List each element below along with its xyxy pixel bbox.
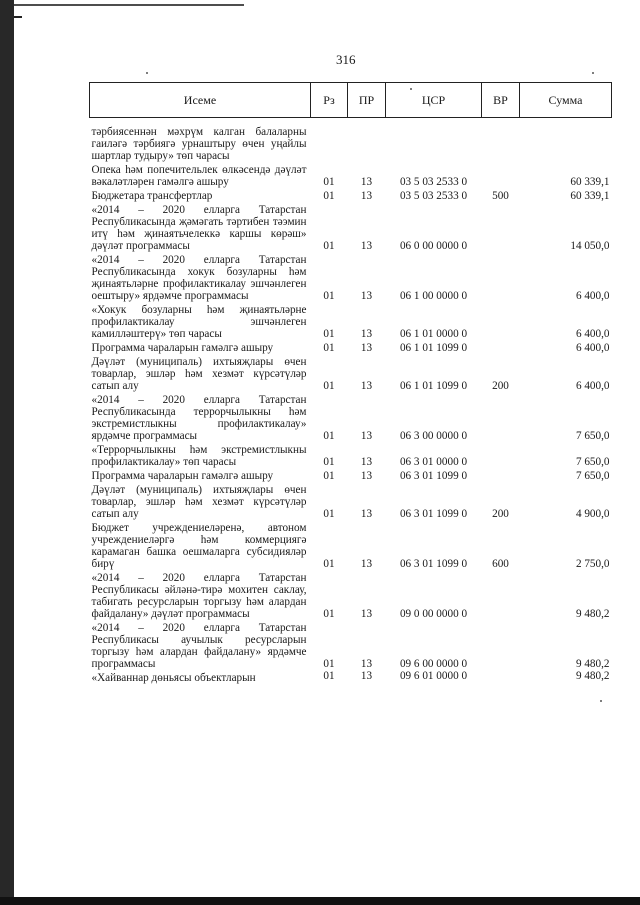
row-vr: 600 [492,558,509,570]
row-name: Опека һәм попечительлек өлкәсендә дәүләт вәкаләтләрен гамәлгә ашыру [91,164,307,188]
row-pr: 13 [360,380,373,392]
table-row [90,354,612,392]
row-sum: 60 339,1 [570,190,610,202]
row-sum: 9 480,2 [575,658,610,670]
row-name: «2014 – 2020 елларга Татарстан Республикасы аучылык ресурсларын торгызу һәм алардан файдалану» ярдәмче программасы [91,622,307,670]
row-csr: 06 3 01 1099 0 [399,508,468,520]
row-csr: 06 0 00 0000 0 [399,240,468,252]
row-pr: 13 [360,658,373,670]
column-header-rz: Рз [311,83,348,118]
row-rz: 01 [323,508,335,520]
row-rz: 01 [323,670,335,682]
row-pr: 13 [360,430,373,442]
row-rz: 01 [323,558,335,570]
row-name: Дәүләт (муниципаль) ихтыяҗлары өчен товарлар, эшләр һәм хезмәт күрсәтүләр сатып алу [91,356,307,392]
row-rz [311,118,348,163]
table-row [90,340,612,354]
row-sum [520,118,612,163]
row-sum: 7 650,0 [575,456,610,468]
row-pr: 13 [360,342,373,354]
row-pr [348,118,386,163]
row-vr [482,202,520,252]
row-vr [482,162,520,188]
row-name: «Хайваннар дөньясы объектларын [91,672,256,684]
row-rz: 01 [323,290,335,302]
row-csr: 03 5 03 2533 0 [399,176,468,188]
row-sum: 6 400,0 [575,380,610,392]
table-row [90,620,612,670]
table-row [90,468,612,482]
row-rz: 01 [323,456,335,468]
row-vr: 200 [492,508,509,520]
row-name: «Хокук бозуларны һәм җинаятьләрне профилактикалау эшчәнлеген камилләштерү» төп чарасы [91,304,307,340]
row-sum: 14 050,0 [570,240,610,252]
row-rz: 01 [323,328,335,340]
table-row [90,570,612,620]
row-pr: 13 [360,470,373,482]
table-row [90,442,612,468]
row-csr: 06 3 01 1099 0 [399,470,468,482]
row-pr: 13 [360,240,373,252]
table-row [90,202,612,252]
row-name: «2014 – 2020 елларга Татарстан Республикасында террорчылыкны һәм экстремистлыкны профилактикалау» ярдәмче программасы [91,394,307,442]
row-rz: 01 [323,608,335,620]
table-row [90,302,612,340]
table-row [90,520,612,570]
row-csr: 06 3 00 0000 0 [399,430,468,442]
row-rz: 01 [323,342,335,354]
scan-speck [600,700,602,702]
row-name: тәрбиясеннән мәхрүм калган балаларны гаиләгә тәрбиягә урнаштыру өчен уңайлы шартлар тудыру» төп чарасы [91,126,307,162]
row-pr: 13 [360,456,373,468]
row-csr: 09 6 00 0000 0 [399,658,468,670]
row-name: «Террорчылыкны һәм экстремистлыкны профилактикалау» төп чарасы [91,444,307,468]
row-name: «2014 – 2020 елларга Татарстан Республикасында хокук бозуларны һәм җинаятьләрне профилактикалау эшчәнлеген оештыру» ярдәмче программасы [91,254,307,302]
row-sum: 7 650,0 [575,470,610,482]
row-csr: 09 6 01 0000 0 [399,670,468,682]
row-pr: 13 [360,176,373,188]
row-pr: 13 [360,558,373,570]
row-name: «2014 – 2020 елларга Татарстан Республикасы әйләнә-тирә мохитен саклау, табигать ресурсларын торгызу һәм алардан файдалану» дәүләт программасы [91,572,307,620]
row-vr [482,468,520,482]
row-sum: 9 480,2 [575,670,610,682]
scan-artifact-top [14,4,244,6]
row-vr [482,392,520,442]
row-sum: 6 400,0 [575,328,610,340]
row-vr [482,570,520,620]
row-vr [482,340,520,354]
row-vr [482,118,520,163]
row-rz: 01 [323,380,335,392]
table-body [90,118,612,685]
scan-speck [592,72,594,74]
row-sum: 60 339,1 [570,176,610,188]
row-vr: 500 [492,190,509,202]
row-vr [482,442,520,468]
scan-speck [146,72,148,74]
row-name: Бюджет учреждениеләренә, автоном учреждениеләргә һәм коммерциягә карамаган башка оешмаларга субсидияләр бирү [91,522,307,570]
row-rz: 01 [323,430,335,442]
row-csr: 06 3 01 0000 0 [399,456,468,468]
row-sum: 4 900,0 [575,508,610,520]
scan-border-left [0,0,14,905]
table-row [90,188,612,202]
row-name: «2014 – 2020 елларга Татарстан Республикасында җәмәгать тәртибен тәэмин итү һәм җинаятьчелеккә каршы көрәш» дәүләт программасы [91,204,307,252]
row-vr [482,302,520,340]
column-header-vr: ВР [482,83,520,118]
table-row [90,162,612,188]
row-csr [386,118,482,163]
page-number: 316 [336,52,356,67]
scan-border-bottom [0,897,640,905]
row-vr [482,670,520,684]
row-csr: 06 1 01 1099 0 [399,380,468,392]
row-vr [482,252,520,302]
row-rz: 01 [323,176,335,188]
row-sum: 6 400,0 [575,342,610,354]
table-row [90,118,612,163]
column-header-name: Исеме [90,83,311,118]
row-pr: 13 [360,508,373,520]
row-rz: 01 [323,240,335,252]
row-rz: 01 [323,190,335,202]
row-pr: 13 [360,608,373,620]
row-name: Дәүләт (муниципаль) ихтыяҗлары өчен товарлар, эшләр һәм хезмәт күрсәтүләр сатып алу [91,484,307,520]
row-vr: 200 [492,380,509,392]
row-name: Бюджетара трансфертлар [91,190,213,202]
column-header-pr: ПР [348,83,386,118]
row-sum: 9 480,2 [575,608,610,620]
row-name: Программа чараларын гамәлгә ашыру [91,470,274,482]
row-pr: 13 [360,290,373,302]
row-rz: 01 [323,470,335,482]
row-csr: 06 1 01 1099 0 [399,342,468,354]
row-rz: 01 [323,658,335,670]
row-csr: 06 3 01 1099 0 [399,558,468,570]
row-pr: 13 [360,670,373,682]
row-pr: 13 [360,190,373,202]
table-row [90,670,612,684]
table-row [90,392,612,442]
row-csr: 09 0 00 0000 0 [399,608,468,620]
column-header-csr: ЦСР [386,83,482,118]
budget-table [89,82,612,684]
row-csr: 06 1 00 0000 0 [399,290,468,302]
row-pr: 13 [360,328,373,340]
row-csr: 03 5 03 2533 0 [399,190,468,202]
table-row [90,482,612,520]
table-header-row [90,83,612,118]
row-vr [482,620,520,670]
row-sum: 7 650,0 [575,430,610,442]
row-name: Программа чараларын гамәлгә ашыру [91,342,274,354]
column-header-sum: Сумма [520,83,612,118]
row-sum: 6 400,0 [575,290,610,302]
table-row [90,252,612,302]
row-sum: 2 750,0 [575,558,610,570]
scan-artifact-mark [14,16,22,18]
row-csr: 06 1 01 0000 0 [399,328,468,340]
